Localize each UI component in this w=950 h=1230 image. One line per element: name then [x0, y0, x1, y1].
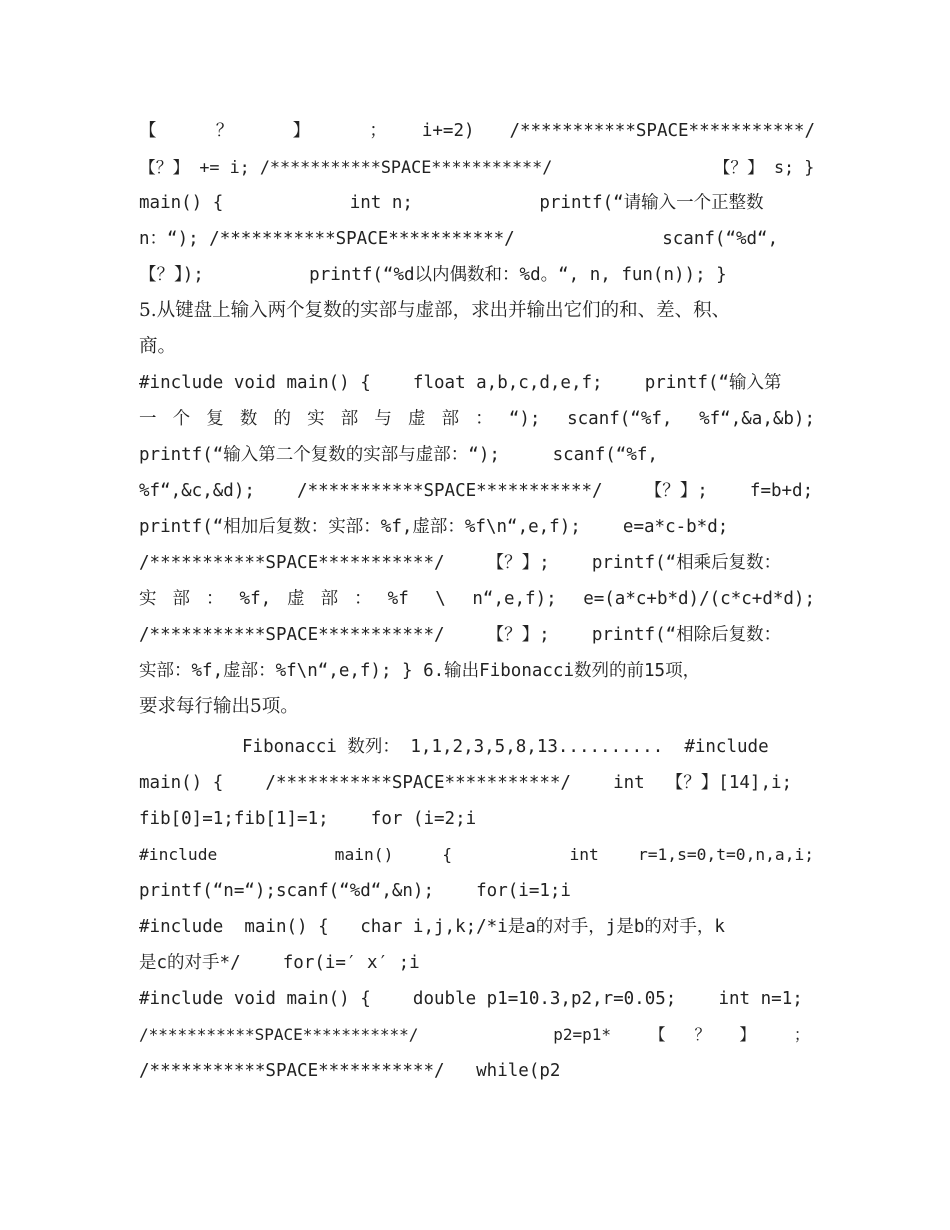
question-text: 商。	[139, 336, 177, 357]
code-line: /***********SPACE***********/ 【？】; printf(“相乘后复数：	[139, 553, 782, 573]
code-line: #include main() { int r=1,s=0,t=0,n,a,i;	[139, 845, 815, 864]
code-line: /***********SPACE***********/ p2=p1* 【 ？ 】 ；	[139, 1025, 810, 1044]
code-line: /***********SPACE***********/ while(p2	[139, 1061, 561, 1081]
code-line: %f“,&c,&d); /***********SPACE***********/ 【？】; f=b+d;	[139, 481, 814, 501]
code-line: fib[0]=1;fib[1]=1; for (i=2;i	[139, 809, 477, 829]
code-line: 是c的对手*/ for(i=′ x′ ;i	[139, 953, 420, 973]
code-line: 实部：%f,虚部：%f\n“,e,f); } 6.输出Fibonacci数列的前15项，	[139, 661, 701, 681]
question-heading: 5.从键盘上输入两个复数的实部与虚部，求出并输出它们的和、差、积、	[139, 300, 731, 321]
code-line: /***********SPACE***********/ 【？】; printf(“相除后复数：	[139, 625, 782, 645]
code-line: #include main() { char i,j,k;/*i是a的对手，j是b的对手，k	[139, 917, 725, 937]
code-line: printf(“相加后复数：实部：%f,虚部：%f\n“,e,f); e=a*c-b*d;	[139, 517, 729, 537]
code-line: 【？】 += i; /***********SPACE***********/ 【？】 s; }	[139, 157, 815, 177]
code-line: #include void main() { float a,b,c,d,e,f; printf(“输入第	[139, 373, 782, 393]
code-line: main() { int n; printf(“请输入一个正整数	[139, 193, 764, 213]
code-line: #include void main() { double p1=10.3,p2,r=0.05; int n=1;	[139, 989, 803, 1009]
code-line: main() { /***********SPACE***********/ int 【？】[14],i;	[139, 773, 793, 793]
code-line: n：“); /***********SPACE***********/ scanf(“%d“,	[139, 229, 779, 249]
code-line: 一个复数的实部与虚部：“); scanf(“%f, %f“,&a,&b);	[139, 409, 815, 429]
question-text: 要求每行输出5项。	[139, 696, 299, 717]
code-line: 实部：%f,虚部：%f \ n“,e,f); e=(a*c+b*d)/(c*c+d*d);	[139, 589, 815, 609]
code-line: 【 ？ 】 ； i+=2) /***********SPACE***********/	[139, 121, 815, 141]
code-line: Fibonacci 数列： 1,1,2,3,5,8,13.......... #include	[242, 737, 769, 757]
code-line: 【？】); printf(“%d以内偶数和：%d。“, n, fun(n)); }	[139, 265, 727, 285]
code-line: printf(“n=“);scanf(“%d“,&n); for(i=1;i	[139, 881, 571, 901]
code-line: printf(“输入第二个复数的实部与虚部：“); scanf(“%f,	[139, 445, 658, 465]
